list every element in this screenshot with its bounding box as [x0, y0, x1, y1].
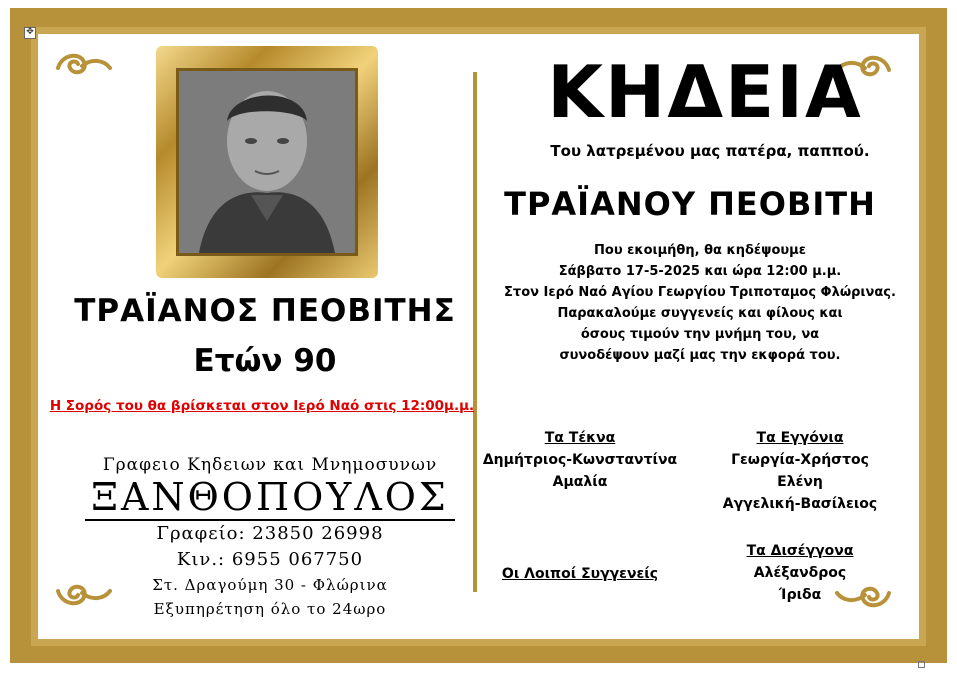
coffin-notice: Η Σορός του θα βρίσκεται στον Ιερό Ναό στις 12:00μ.μ. — [49, 398, 475, 414]
list-item: Γεωργία-Χρήστος — [731, 452, 869, 468]
funeral-office-ad — [40, 455, 500, 621]
office-name: ΞΑΝΘΟΠΟΥΛΟΣ — [85, 475, 455, 521]
grandchildren-group — [700, 427, 900, 515]
notice-title: ΚΗΔΕΙΑ — [547, 50, 863, 134]
great-grandchildren-group — [700, 540, 900, 606]
children-group — [480, 427, 680, 493]
list-item: Αμαλία — [552, 474, 608, 490]
swirl-ornament-icon — [52, 48, 114, 84]
page-corner-marker — [918, 661, 925, 668]
funeral-info — [490, 240, 910, 366]
deceased-name-genitive: ΤΡΑΪΑΝΟΥ ΠΕΟΒΙΤΗ — [504, 185, 876, 223]
list-item: Ελένη — [777, 474, 823, 490]
info-line: όσους τιμούν την μνήμη του, να — [580, 327, 820, 342]
info-line: Παρακαλούμε συγγενείς και φίλους και — [557, 306, 843, 321]
office-phone: Γραφείο: 23850 26998 — [156, 523, 384, 544]
list-item: Δημήτριος-Κωνσταντίνα — [482, 452, 678, 468]
office-title: Γραφειο Κηδειων και Μνημοσυνων — [102, 455, 438, 475]
info-line: Σάββατο 17-5-2025 και ώρα 12:00 μ.μ. — [558, 264, 842, 279]
office-service: Εξυπηρέτηση όλο το 24ωρο — [153, 600, 387, 618]
portrait-figure-icon — [179, 71, 355, 253]
deceased-age: Ετών 90 — [193, 343, 337, 379]
children-heading: Τα Τέκνα — [544, 430, 616, 446]
great-grandchildren-heading: Τα Δισέγγονα — [746, 543, 854, 559]
deceased-portrait — [179, 71, 355, 253]
other-relatives-group — [480, 563, 680, 585]
info-line: συνοδέψουν μαζί μας την εκφορά του. — [559, 348, 841, 363]
grandchildren-heading: Τα Εγγόνια — [756, 430, 844, 446]
info-line: Στον Ιερό Ναό Αγίου Γεωργίου Τριποταμος Φλώρινας. — [504, 285, 896, 300]
office-address: Στ. Δραγούμη 30 - Φλώρινα — [152, 576, 388, 594]
list-item: Ίριδα — [778, 587, 822, 603]
deceased-name: ΤΡΑΪΑΝΟΣ ΠΕΟΒΙΤΗΣ — [74, 293, 456, 329]
info-line: Που εκοιμήθη, θα κηδέψουμε — [594, 243, 806, 258]
office-mobile: Κιν.: 6955 067750 — [176, 549, 364, 570]
list-item: Αλέξανδρος — [753, 565, 847, 581]
notice-subtitle: Του λατρεμένου μας πατέρα, παππού. — [550, 142, 870, 160]
portrait-frame — [156, 46, 378, 278]
table-move-handle-icon[interactable]: ✥ — [24, 27, 36, 39]
other-relatives-heading: Οι Λοιποί Συγγενείς — [501, 566, 659, 582]
list-item: Αγγελική-Βασίλειος — [722, 496, 878, 512]
